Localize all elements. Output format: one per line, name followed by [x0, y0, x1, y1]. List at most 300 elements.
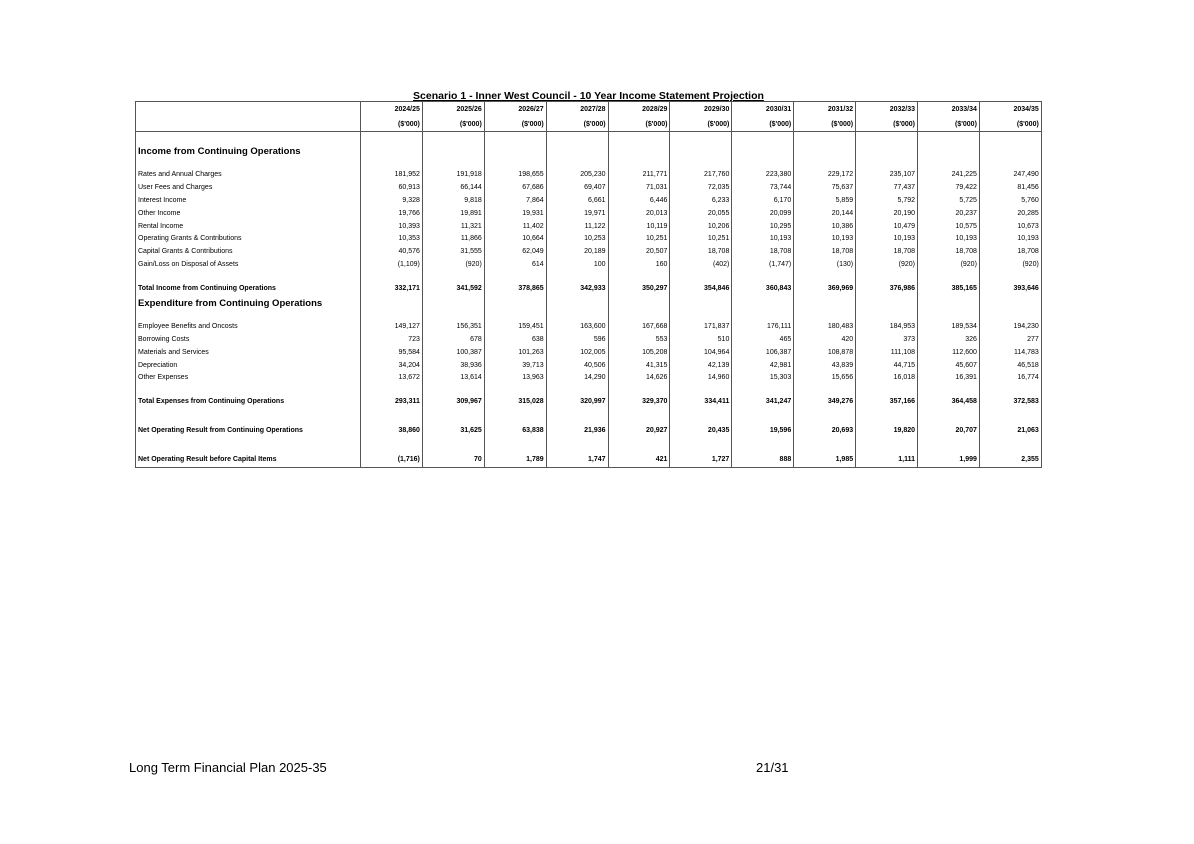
spacer-cell [670, 409, 732, 418]
value-cell: 21,063 [979, 418, 1041, 444]
value-cell: 342,933 [546, 282, 608, 296]
unit-header: ($'000) [794, 118, 856, 132]
spacer-cell [422, 132, 484, 145]
value-cell: 104,964 [670, 346, 732, 359]
spacer-cell [608, 132, 670, 145]
spacer-cell [732, 132, 794, 145]
unit-header: ($'000) [546, 118, 608, 132]
spacer-cell [422, 385, 484, 395]
spacer-cell [608, 296, 670, 312]
value-cell: 18,708 [670, 246, 732, 259]
value-cell: 108,878 [794, 346, 856, 359]
value-cell: 6,233 [670, 195, 732, 208]
value-cell: 73,744 [732, 182, 794, 195]
value-cell: 354,846 [670, 282, 732, 296]
row-label: Total Income from Continuing Operations [136, 282, 361, 296]
value-cell: 10,206 [670, 220, 732, 233]
value-cell: 75,637 [794, 182, 856, 195]
section-heading: Income from Continuing Operations [136, 144, 361, 160]
value-cell: 11,402 [484, 220, 546, 233]
value-cell: 10,193 [856, 233, 918, 246]
spacer-cell [979, 144, 1041, 160]
spacer-row [136, 385, 1042, 395]
footer-page-number: 21/31 [756, 760, 789, 775]
value-cell: 10,479 [856, 220, 918, 233]
spacer-cell [918, 312, 980, 321]
value-cell: 1,999 [918, 453, 980, 468]
value-cell: 2,355 [979, 453, 1041, 468]
value-cell: 723 [361, 334, 423, 347]
table-row [136, 359, 1042, 372]
value-cell: 350,297 [608, 282, 670, 296]
value-cell: 10,353 [361, 233, 423, 246]
spacer-cell [856, 160, 918, 169]
section-heading-row [136, 296, 1042, 312]
value-cell: 20,285 [979, 207, 1041, 220]
table-row [136, 372, 1042, 385]
value-cell: 95,584 [361, 346, 423, 359]
header-blank [136, 118, 361, 132]
unit-header: ($'000) [732, 118, 794, 132]
value-cell: 19,891 [422, 207, 484, 220]
value-cell: 63,838 [484, 418, 546, 444]
row-label: Net Operating Result from Continuing Operations [136, 418, 361, 444]
year-header: 2028/29 [608, 102, 670, 119]
value-cell: 41,315 [608, 359, 670, 372]
spacer-cell [856, 271, 918, 281]
row-label: Total Expenses from Continuing Operations [136, 395, 361, 409]
value-cell: 67,686 [484, 182, 546, 195]
value-cell: 11,866 [422, 233, 484, 246]
value-cell: 888 [732, 453, 794, 468]
value-cell: 309,967 [422, 395, 484, 409]
value-cell: 638 [484, 334, 546, 347]
value-cell: (402) [670, 259, 732, 272]
value-cell: 111,108 [856, 346, 918, 359]
value-cell: 19,766 [361, 207, 423, 220]
table-row [136, 169, 1042, 182]
table-row [136, 182, 1042, 195]
value-cell: 614 [484, 259, 546, 272]
value-cell: 16,391 [918, 372, 980, 385]
spacer-cell [918, 385, 980, 395]
value-cell: 6,661 [546, 195, 608, 208]
spacer-cell [361, 144, 423, 160]
value-cell: 15,656 [794, 372, 856, 385]
value-cell: 229,172 [794, 169, 856, 182]
value-cell: 20,190 [856, 207, 918, 220]
value-cell: 315,028 [484, 395, 546, 409]
value-cell: 341,247 [732, 395, 794, 409]
value-cell: 20,707 [918, 418, 980, 444]
spacer-row [136, 409, 1042, 418]
year-header: 2034/35 [979, 102, 1041, 119]
value-cell: 69,407 [546, 182, 608, 195]
spacer-cell [732, 385, 794, 395]
value-cell: 16,774 [979, 372, 1041, 385]
value-cell: 198,655 [484, 169, 546, 182]
value-cell: 13,672 [361, 372, 423, 385]
value-cell: 7,864 [484, 195, 546, 208]
value-cell: 11,321 [422, 220, 484, 233]
row-label: Gain/Loss on Disposal of Assets [136, 259, 361, 272]
value-cell: 553 [608, 334, 670, 347]
spacer-row [136, 132, 1042, 145]
value-cell: 43,839 [794, 359, 856, 372]
spacer-cell [422, 312, 484, 321]
spacer-cell [136, 312, 361, 321]
value-cell: 18,708 [732, 246, 794, 259]
value-cell: 171,837 [670, 321, 732, 334]
value-cell: (130) [794, 259, 856, 272]
spacer-cell [608, 312, 670, 321]
spacer-cell [546, 144, 608, 160]
value-cell: 105,208 [608, 346, 670, 359]
value-cell: 10,119 [608, 220, 670, 233]
spacer-cell [361, 312, 423, 321]
value-cell: 293,311 [361, 395, 423, 409]
value-cell: 1,747 [546, 453, 608, 468]
spacer-cell [361, 385, 423, 395]
unit-header: ($'000) [484, 118, 546, 132]
value-cell: 15,303 [732, 372, 794, 385]
value-cell: 20,144 [794, 207, 856, 220]
spacer-cell [979, 312, 1041, 321]
value-cell: 77,437 [856, 182, 918, 195]
value-cell: 19,931 [484, 207, 546, 220]
spacer-cell [546, 160, 608, 169]
value-cell: 159,451 [484, 321, 546, 334]
row-label: Other Income [136, 207, 361, 220]
value-cell: 10,673 [979, 220, 1041, 233]
row-label: Rental Income [136, 220, 361, 233]
value-cell: 39,713 [484, 359, 546, 372]
value-cell: 62,049 [484, 246, 546, 259]
unit-header: ($'000) [979, 118, 1041, 132]
value-cell: 376,986 [856, 282, 918, 296]
value-cell: 46,518 [979, 359, 1041, 372]
spacer-cell [136, 444, 361, 453]
table-title: Scenario 1 - Inner West Council - 10 Year Income Statement Projection [413, 90, 764, 102]
value-cell: 102,005 [546, 346, 608, 359]
spacer-cell [608, 385, 670, 395]
value-cell: (920) [918, 259, 980, 272]
year-header: 2031/32 [794, 102, 856, 119]
spacer-cell [670, 385, 732, 395]
row-label: User Fees and Charges [136, 182, 361, 195]
spacer-cell [361, 296, 423, 312]
net-before-capital-row [136, 453, 1042, 468]
spacer-cell [918, 444, 980, 453]
value-cell: 71,031 [608, 182, 670, 195]
unit-header: ($'000) [361, 118, 423, 132]
value-cell: 72,035 [670, 182, 732, 195]
spacer-cell [136, 385, 361, 395]
spacer-cell [794, 444, 856, 453]
value-cell: 10,193 [732, 233, 794, 246]
spacer-cell [422, 271, 484, 281]
value-cell: 38,936 [422, 359, 484, 372]
spacer-cell [546, 409, 608, 418]
value-cell: 79,422 [918, 182, 980, 195]
value-cell: 332,171 [361, 282, 423, 296]
value-cell: 160 [608, 259, 670, 272]
value-cell: 235,107 [856, 169, 918, 182]
spacer-cell [979, 296, 1041, 312]
value-cell: 205,230 [546, 169, 608, 182]
spacer-cell [794, 312, 856, 321]
value-cell: 9,818 [422, 195, 484, 208]
value-cell: 596 [546, 334, 608, 347]
spacer-cell [546, 444, 608, 453]
spacer-cell [732, 271, 794, 281]
unit-header: ($'000) [856, 118, 918, 132]
value-cell: 101,263 [484, 346, 546, 359]
spacer-cell [794, 296, 856, 312]
spacer-cell [856, 409, 918, 418]
spacer-cell [484, 271, 546, 281]
value-cell: 112,600 [918, 346, 980, 359]
table-row [136, 246, 1042, 259]
value-cell: 421 [608, 453, 670, 468]
value-cell: 10,251 [670, 233, 732, 246]
value-cell: 18,708 [856, 246, 918, 259]
value-cell: 223,380 [732, 169, 794, 182]
spacer-cell [670, 271, 732, 281]
spacer-cell [546, 385, 608, 395]
value-cell: 20,507 [608, 246, 670, 259]
year-header: 2025/26 [422, 102, 484, 119]
spacer-cell [484, 160, 546, 169]
spacer-cell [918, 409, 980, 418]
net-operating-row [136, 418, 1042, 444]
table-row [136, 259, 1042, 272]
spacer-cell [422, 144, 484, 160]
spacer-cell [856, 312, 918, 321]
value-cell: 6,170 [732, 195, 794, 208]
spacer-cell [856, 144, 918, 160]
spacer-cell [670, 444, 732, 453]
spacer-cell [732, 444, 794, 453]
value-cell: 191,918 [422, 169, 484, 182]
value-cell: (1,716) [361, 453, 423, 468]
value-cell: 5,760 [979, 195, 1041, 208]
spacer-cell [918, 296, 980, 312]
value-cell: 241,225 [918, 169, 980, 182]
spacer-cell [670, 312, 732, 321]
total-income-row [136, 282, 1042, 296]
spacer-cell [794, 385, 856, 395]
spacer-cell [546, 312, 608, 321]
footer-document-title: Long Term Financial Plan 2025-35 [129, 760, 327, 775]
value-cell: 10,253 [546, 233, 608, 246]
unit-header-row [136, 118, 1042, 132]
value-cell: 40,576 [361, 246, 423, 259]
value-cell: 378,865 [484, 282, 546, 296]
spacer-cell [608, 271, 670, 281]
table-row [136, 321, 1042, 334]
value-cell: 20,099 [732, 207, 794, 220]
value-cell: 1,985 [794, 453, 856, 468]
value-cell: 20,927 [608, 418, 670, 444]
spacer-cell [484, 144, 546, 160]
value-cell: 329,370 [608, 395, 670, 409]
value-cell: 184,953 [856, 321, 918, 334]
value-cell: 217,760 [670, 169, 732, 182]
spacer-cell [918, 271, 980, 281]
spacer-cell [361, 271, 423, 281]
unit-header: ($'000) [670, 118, 732, 132]
value-cell: 18,708 [794, 246, 856, 259]
spacer-cell [856, 385, 918, 395]
value-cell: 167,668 [608, 321, 670, 334]
value-cell: 10,193 [918, 233, 980, 246]
value-cell: 18,708 [979, 246, 1041, 259]
value-cell: (1,747) [732, 259, 794, 272]
spacer-cell [608, 444, 670, 453]
value-cell: 385,165 [918, 282, 980, 296]
value-cell: 320,997 [546, 395, 608, 409]
value-cell: 14,960 [670, 372, 732, 385]
value-cell: 31,555 [422, 246, 484, 259]
spacer-cell [918, 144, 980, 160]
value-cell: 373 [856, 334, 918, 347]
value-cell: 10,575 [918, 220, 980, 233]
spacer-cell [361, 409, 423, 418]
value-cell: 163,600 [546, 321, 608, 334]
value-cell: 5,725 [918, 195, 980, 208]
table-body [136, 132, 1042, 468]
spacer-cell [422, 444, 484, 453]
unit-header: ($'000) [918, 118, 980, 132]
row-label: Materials and Services [136, 346, 361, 359]
section-heading: Expenditure from Continuing Operations [136, 296, 361, 312]
year-header: 2033/34 [918, 102, 980, 119]
table-row [136, 346, 1042, 359]
value-cell: 19,596 [732, 418, 794, 444]
value-cell: 40,506 [546, 359, 608, 372]
row-label: Employee Benefits and Oncosts [136, 321, 361, 334]
spacer-cell [670, 296, 732, 312]
spacer-cell [732, 160, 794, 169]
value-cell: 10,193 [979, 233, 1041, 246]
value-cell: 211,771 [608, 169, 670, 182]
spacer-cell [979, 409, 1041, 418]
spacer-cell [979, 160, 1041, 169]
spacer-cell [918, 160, 980, 169]
row-label: Rates and Annual Charges [136, 169, 361, 182]
spacer-cell [484, 296, 546, 312]
year-header: 2024/25 [361, 102, 423, 119]
year-header: 2026/27 [484, 102, 546, 119]
value-cell: 10,393 [361, 220, 423, 233]
spacer-cell [484, 132, 546, 145]
spacer-cell [608, 144, 670, 160]
spacer-cell [484, 444, 546, 453]
spacer-row [136, 271, 1042, 281]
value-cell: 31,625 [422, 418, 484, 444]
total-expenses-row [136, 395, 1042, 409]
value-cell: 20,237 [918, 207, 980, 220]
value-cell: 349,276 [794, 395, 856, 409]
spacer-cell [670, 160, 732, 169]
value-cell: 181,952 [361, 169, 423, 182]
spacer-cell [422, 160, 484, 169]
value-cell: 420 [794, 334, 856, 347]
value-cell: 1,111 [856, 453, 918, 468]
income-statement-table [135, 101, 1042, 468]
value-cell: 678 [422, 334, 484, 347]
unit-header: ($'000) [608, 118, 670, 132]
value-cell: 13,614 [422, 372, 484, 385]
spacer-cell [608, 409, 670, 418]
spacer-cell [732, 409, 794, 418]
value-cell: 372,583 [979, 395, 1041, 409]
section-heading-row [136, 144, 1042, 160]
spacer-cell [422, 409, 484, 418]
spacer-row [136, 312, 1042, 321]
value-cell: 369,969 [794, 282, 856, 296]
value-cell: 100,387 [422, 346, 484, 359]
value-cell: 20,013 [608, 207, 670, 220]
value-cell: 114,783 [979, 346, 1041, 359]
spacer-cell [794, 271, 856, 281]
value-cell: 81,456 [979, 182, 1041, 195]
value-cell: 180,483 [794, 321, 856, 334]
spacer-cell [856, 444, 918, 453]
value-cell: 194,230 [979, 321, 1041, 334]
value-cell: (920) [979, 259, 1041, 272]
year-header: 2030/31 [732, 102, 794, 119]
spacer-cell [794, 160, 856, 169]
spacer-cell [918, 132, 980, 145]
spacer-row [136, 444, 1042, 453]
spacer-cell [136, 160, 361, 169]
spacer-cell [484, 312, 546, 321]
row-label: Net Operating Result before Capital Items [136, 453, 361, 468]
unit-header: ($'000) [422, 118, 484, 132]
spacer-cell [136, 409, 361, 418]
value-cell: 149,127 [361, 321, 423, 334]
value-cell: 1,789 [484, 453, 546, 468]
value-cell: 156,351 [422, 321, 484, 334]
value-cell: 393,646 [979, 282, 1041, 296]
spacer-row [136, 160, 1042, 169]
row-label: Operating Grants & Contributions [136, 233, 361, 246]
table-row [136, 334, 1042, 347]
value-cell: 14,626 [608, 372, 670, 385]
header-blank [136, 102, 361, 119]
row-label: Interest Income [136, 195, 361, 208]
value-cell: 364,458 [918, 395, 980, 409]
value-cell: 1,727 [670, 453, 732, 468]
row-label: Capital Grants & Contributions [136, 246, 361, 259]
value-cell: 10,386 [794, 220, 856, 233]
value-cell: 277 [979, 334, 1041, 347]
value-cell: 357,166 [856, 395, 918, 409]
value-cell: 20,435 [670, 418, 732, 444]
value-cell: 510 [670, 334, 732, 347]
value-cell: 20,055 [670, 207, 732, 220]
value-cell: 18,708 [918, 246, 980, 259]
spacer-cell [979, 132, 1041, 145]
value-cell: 16,018 [856, 372, 918, 385]
value-cell: 38,860 [361, 418, 423, 444]
spacer-cell [979, 444, 1041, 453]
spacer-cell [732, 144, 794, 160]
value-cell: 44,715 [856, 359, 918, 372]
year-header: 2029/30 [670, 102, 732, 119]
